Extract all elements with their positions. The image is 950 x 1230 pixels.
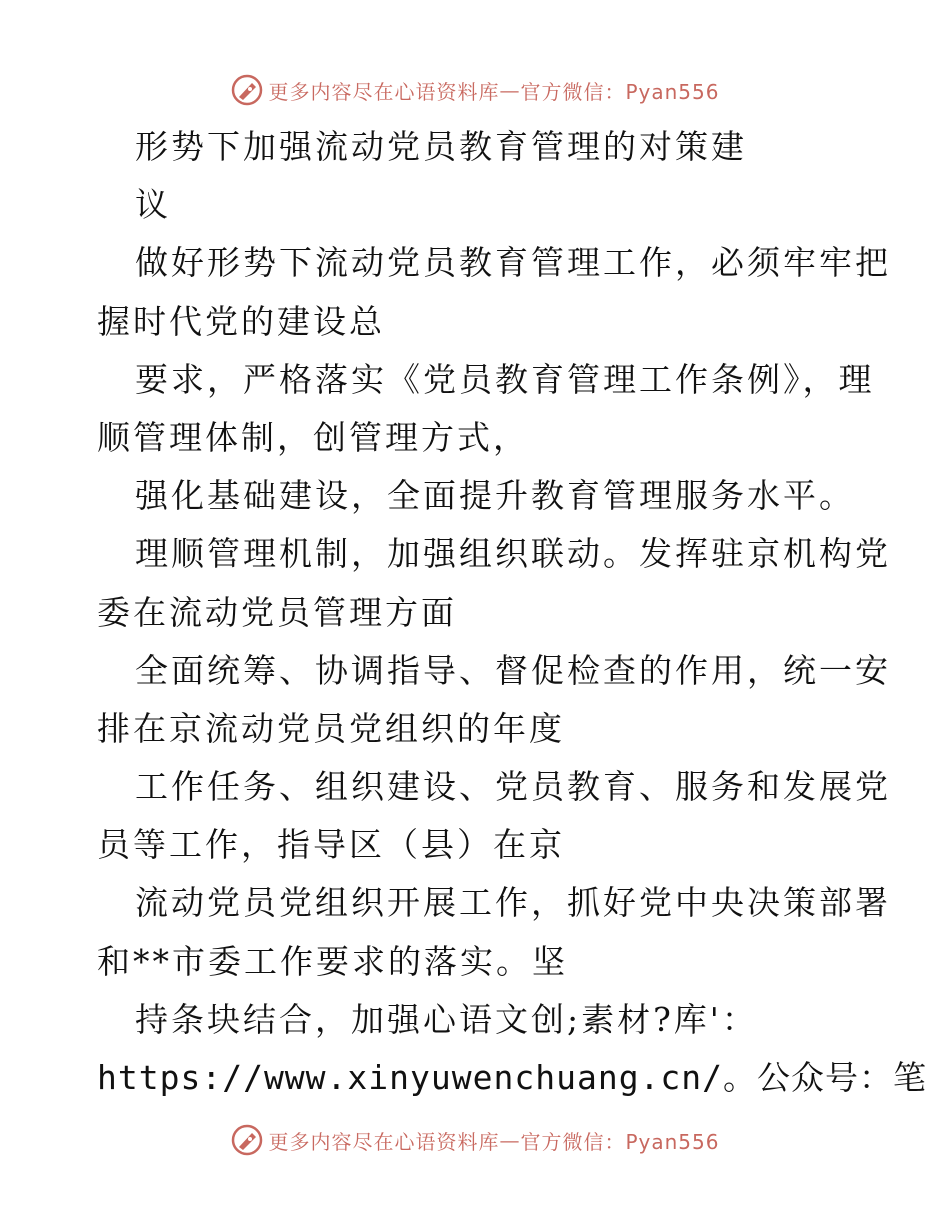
- banner-dash: —: [499, 1128, 521, 1152]
- doc-text-line: 全面统筹、协调指导、督促检查的作用，统一安: [135, 650, 891, 690]
- doc-text-line: 和**市委工作要求的落实。坚: [97, 941, 568, 981]
- doc-text-line: 流动党员党组织开展工作，抓好党中央决策部署: [135, 883, 891, 923]
- doc-title-line: 议: [135, 185, 171, 225]
- doc-text-line: 要求，严格落实《党员教育管理工作条例》，理: [135, 359, 875, 399]
- pen-nib-logo-icon: [230, 1123, 264, 1157]
- document-body: [97, 118, 928, 1107]
- header-banner: [0, 70, 950, 110]
- banner-brand-text: 更多内容尽在心语资料库: [268, 1129, 500, 1154]
- doc-text-line: 握时代党的建设总: [97, 301, 385, 341]
- doc-text-line: 工作任务、组织建设、党员教育、服务和发展党: [135, 767, 891, 807]
- doc-title-line: 形势下加强流动党员教育管理的对策建: [135, 127, 747, 166]
- pen-nib-logo-icon: [230, 73, 264, 107]
- doc-text-line: 理顺管理机制，加强组织联动。发挥驻京机构党: [135, 534, 891, 574]
- banner-wechat-text: 官方微信：Pyan556: [520, 1129, 720, 1154]
- banner-brand-text: 更多内容尽在心语资料库: [268, 79, 500, 104]
- doc-text-line: 顺管理体制，创管理方式，: [97, 417, 529, 457]
- doc-url-line: https://www.xinyuwenchuang.cn/。公众号：笔: [97, 1058, 928, 1097]
- doc-text-line: 持条块结合，加强心语文创;素材?库'：: [135, 999, 758, 1039]
- doc-text-line: 强化基础建设，全面提升教育管理服务水平。: [135, 476, 855, 516]
- banner-wechat-text: 官方微信：Pyan556: [520, 79, 720, 104]
- doc-text-line: 做好形势下流动党员教育管理工作，必须牢牢把: [135, 243, 891, 283]
- banner-dash: —: [499, 78, 521, 102]
- doc-text-line: 员等工作，指导区（县）在京: [97, 825, 565, 865]
- doc-text-line: 排在京流动党员党组织的年度: [97, 708, 565, 748]
- doc-text-line: 委在流动党员管理方面: [97, 592, 457, 632]
- footer-banner: [0, 1120, 950, 1160]
